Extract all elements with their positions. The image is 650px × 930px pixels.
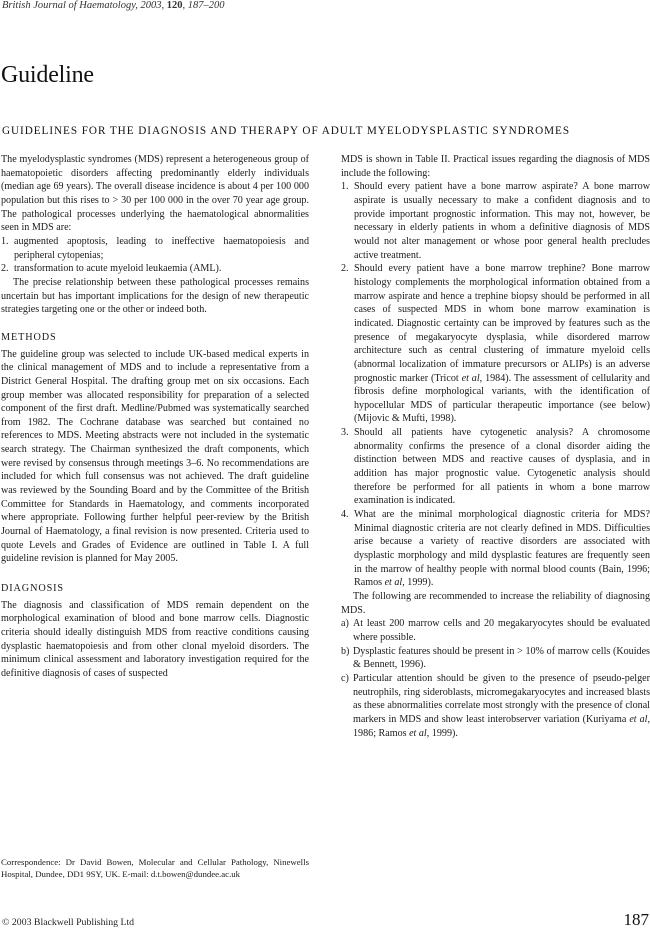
recommendation-item: a) At least 200 marrow cells and 20 megakaryocytes should be evaluated where possible. (341, 618, 650, 643)
page-number: 187 (623, 910, 649, 929)
methods-heading: METHODS (1, 331, 57, 343)
question-item: 1. Should every patient have a bone marrow aspirate? A bone marrow aspirate is usually necessary to make a confident diagnosis and to provide important prognostic information. This may not, however, be necessary in elderly patients in whom a definitive diagnosis of MDS would not alter management or whose poor general health precludes active treatment. (341, 181, 650, 261)
section-label: Guideline (1, 62, 94, 88)
question-item: 3. Should all patients have cytogenetic analysis? A chromosome abnormality confirms the presence of a clonal disorder aiding the distinction between MDS and reactive causes of dysplasia, and in addition has major prognostic value. Cytogenetic analysis should therefore be performed for all patients in whom a bone marrow examination is indicated. (341, 427, 650, 507)
left-column (1, 153, 309, 681)
recommendation-item: b) Dysplastic features should be present in > 10% of marrow cells (Kouides & Bennett, 1996). (341, 645, 650, 671)
right-column (341, 153, 650, 740)
continued-paragraph: MDS is shown in Table II. Practical issues regarding the diagnosis of MDS include the following: (341, 154, 650, 179)
list-item: 1. augmented apoptosis, leading to ineffective haematopoiesis and peripheral cytopenias; (1, 235, 309, 261)
article-title: GUIDELINES FOR THE DIAGNOSIS AND THERAPY OF ADULT MYELODYSPLASTIC SYNDROMES (2, 125, 570, 137)
intro-paragraph: The myelodysplastic syndromes (MDS) represent a heterogeneous group of haematopoietic disorders affecting predominantly elderly individuals (median age 69 years). The overall disease incidence is about 4 per 100 000 population but this rises to > 30 per 100 000 in the over 70 year age group. The pathological processes underlying the haematological abnormalities seen in MDS are: (1, 154, 309, 234)
recommendation-item: c) Particular attention should be given to the presence of pseudo-pelger neutrophils, ring sideroblasts, micromegakaryocytes and increased blasts as these abnormalities correlate most strongly with the presence of clonal markers in MDS and show least interobserver variation (Kuriyama et al, 1986; Ramos et al, 1999). (341, 672, 650, 739)
journal-pages: , 187–200 (182, 0, 225, 11)
running-header (2, 0, 225, 11)
journal-year: 2003, (137, 0, 167, 11)
journal-name: British Journal of Haematology, (2, 0, 138, 11)
diagnosis-heading: DIAGNOSIS (1, 583, 65, 595)
methods-paragraph: The guideline group was selected to include UK-based medical experts in the clinical management of MDS and to include a representative from a District General Hospital. The drafting group met on six occasions. Each group member was allocated responsibility for preparation of a selected component of the first draft. Medline/Pubmed was systematically searched from 1982. The Cochrane database was searched but contained no references to MDS. Meeting abstracts were not included in the systematic search strategy. The Chairman synthesized the draft components, which were revised by consensus through meetings 3–6. No recommendations are included for which full consensus was not achieved. The draft guideline was reviewed by the Sounding Board and by the Committee of the British Committee for Standards in Haematology, and comments incorporated where appropriate. Following further helpful peer-review by the British Journal of Haematology, a final revision is now presented. Criteria used to quote Levels and Grades of Evidence are outlined in Table I. A full guideline revision is planned for May 2005. (1, 348, 309, 565)
journal-volume: 120 (166, 0, 183, 11)
recommendation-intro: The following are recommended to increase the reliability of diagnosing MDS. (341, 591, 650, 616)
copyright-footer: © 2003 Blackwell Publishing Ltd (2, 917, 135, 928)
diagnosis-paragraph: The diagnosis and classification of MDS remain dependent on the morphological examination of blood and bone marrow cells. Diagnostic criteria should ideally distinguish MDS from reactive conditions causing dysplastic haematopoiesis and from other clonal myeloid disorders. The minimum clinical assessment and laboratory investigation required for the definitive diagnosis of cases of suspected (1, 599, 309, 679)
list-item: 2. transformation to acute myeloid leukaemia (AML). (1, 263, 222, 275)
question-item: 4. What are the minimal morphological diagnostic criteria for MDS? Minimal diagnostic criteria are not clearly defined in MDS. Difficulties arise because a variety of reactive disorders are associated with dysplastic morphology and mild dysplastic features are frequently seen in the marrow of healthy people with normal blood counts (Bain, 1996; Ramos et al, 1999). (341, 509, 650, 589)
question-item: 2. Should every patient have a bone marrow trephine? Bone marrow histology complements the morphological information obtained from a marrow aspirate and hence a trephine biopsy should be performed in all cases of suspected MDS in whom bone marrow examination is indicated. Diagnostic certainty can be improved by features such as the presence of megakaryocyte dysplasia, while disordered marrow architecture such as central clustering of immature myeloid cells (abnormal localization of immature precursors or ALIPs) is an adverse prognostic marker (Tricot et al, 1984). The assessment of cellularity and fibrosis define morphological variants, with the identification of hypocellular MDS of particular therapeutic importance (see below) (Mijovic & Mufti, 1998). (341, 263, 650, 425)
body-paragraph: The precise relationship between these pathological processes remains uncertain but has important implications for the design of new therapeutic strategies targeting one or the other or indeed both. (1, 276, 309, 316)
correspondence-note: Correspondence: Dr David Bowen, Molecular and Cellular Pathology, Ninewells Hospital, Dundee, DD1 9SY, UK. E-mail: d.t.bowen@dundee.ac.uk (1, 857, 309, 879)
